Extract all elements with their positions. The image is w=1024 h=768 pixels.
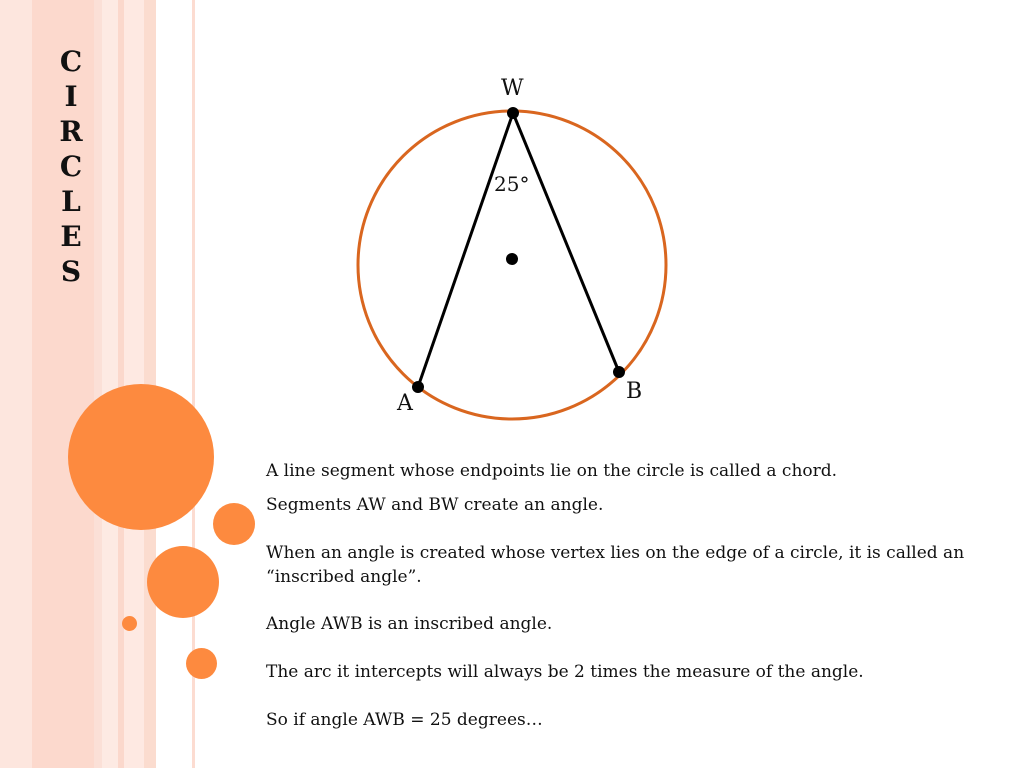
label-b: B — [626, 379, 643, 404]
label-w: W — [501, 76, 524, 101]
decorative-circle — [213, 503, 255, 545]
angle-measure-label: 25° — [494, 172, 530, 196]
circle-center-point — [506, 253, 518, 265]
paragraph-awb-inscribed: Angle AWB is an inscribed angle. — [266, 614, 553, 634]
title-letter: R — [59, 115, 83, 148]
paragraph-arc-rule: The arc it intercepts will always be 2 times the measure of the angle. — [266, 662, 864, 682]
paragraph-example: So if angle AWB = 25 degrees… — [266, 710, 543, 730]
title-letter: C — [59, 150, 83, 183]
paragraph-segments-angle: Segments AW and BW create an angle. — [266, 495, 604, 515]
point-w — [507, 107, 519, 119]
decorative-circle — [147, 546, 219, 618]
decorative-circle-small — [122, 616, 137, 631]
title-letter: C — [59, 45, 83, 78]
chord-bw — [513, 113, 619, 372]
chord-aw — [418, 113, 513, 387]
title-letter: L — [61, 185, 81, 218]
title-letter: S — [60, 255, 82, 288]
point-b — [613, 366, 625, 378]
label-a: A — [397, 391, 413, 416]
title-letter: E — [60, 220, 82, 253]
point-a — [412, 381, 424, 393]
decorative-circle — [186, 648, 217, 679]
paragraph-chord-definition: A line segment whose endpoints lie on the circle is called a chord. — [266, 461, 838, 481]
title-letter: I — [64, 80, 78, 113]
paragraph-inscribed-definition: When an angle is created whose vertex lies on the edge of a circle, it is called an “inscribed angle”. — [266, 543, 965, 587]
